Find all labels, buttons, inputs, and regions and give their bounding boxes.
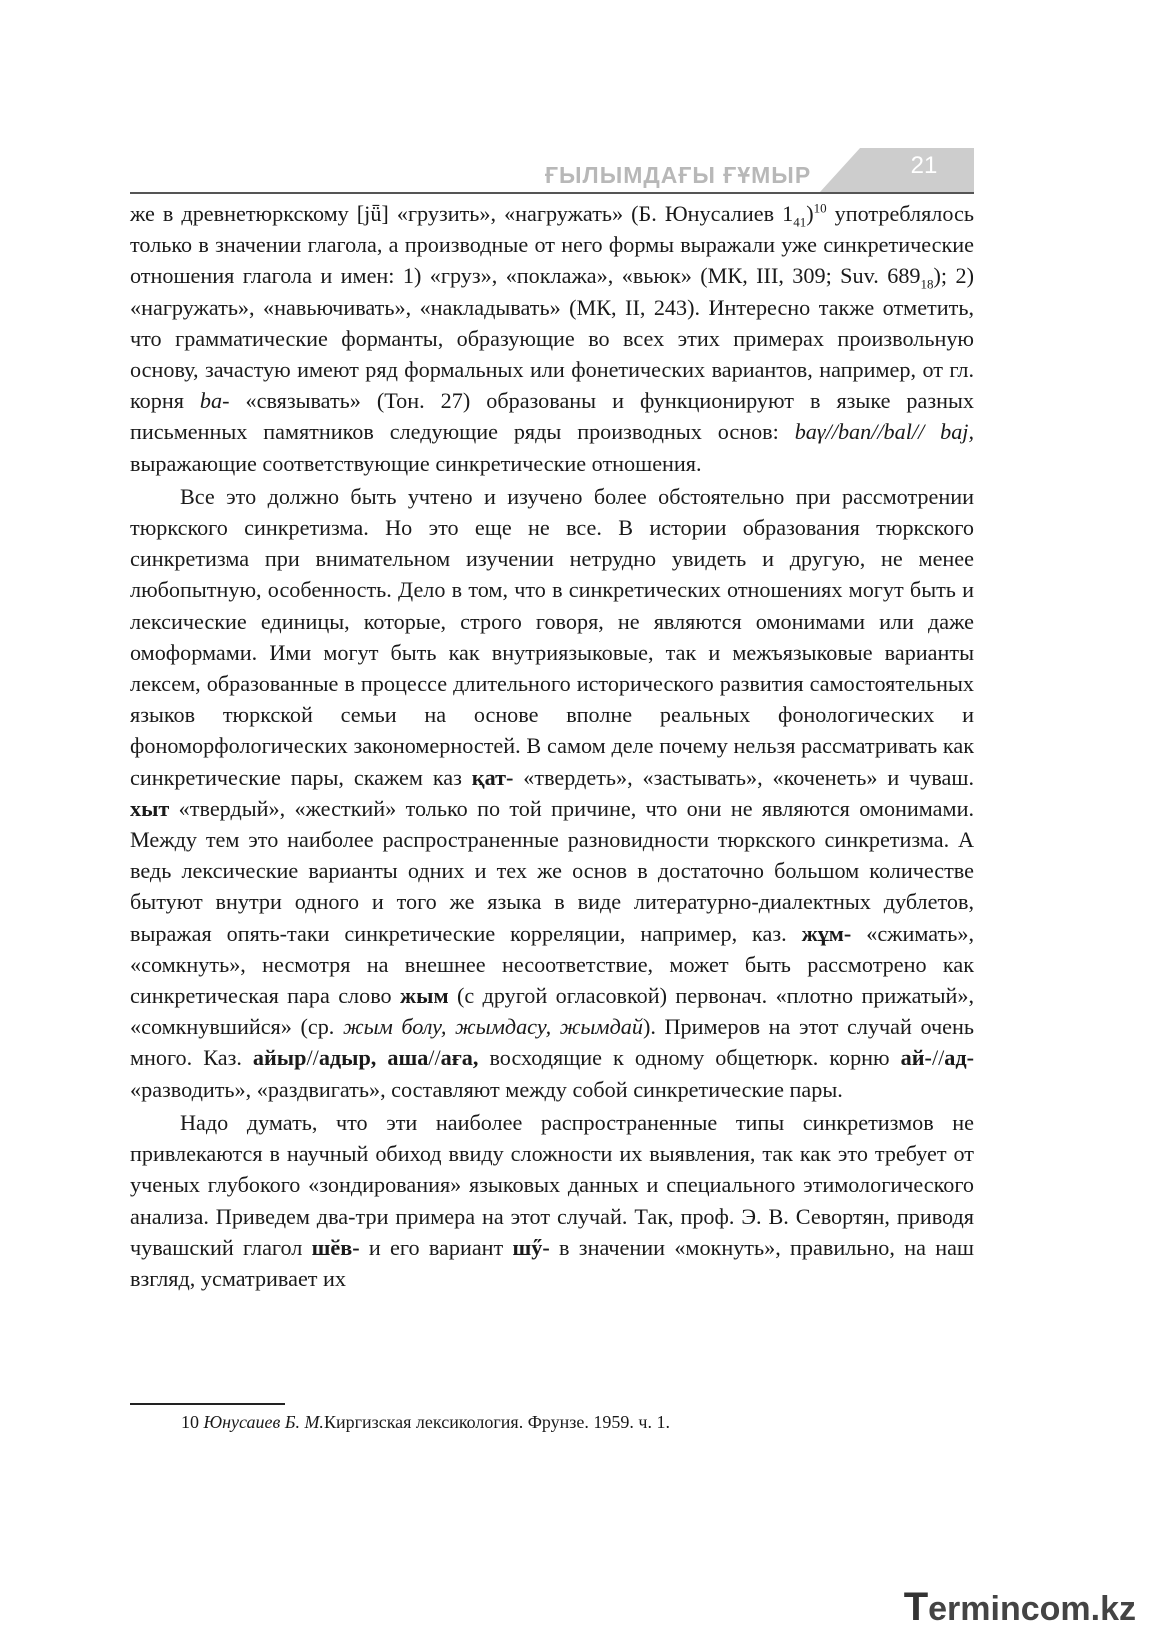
- italic-term: ba-: [199, 388, 230, 414]
- bold-term: аға,: [440, 1045, 479, 1071]
- text-run: же в древнетюркскому [jǖ] «грузить», «нагружать» (Б. Юнусалиев 1: [130, 201, 794, 226]
- text-run: ): [806, 201, 814, 226]
- paragraph: [130, 1107, 974, 1294]
- footnote-rule: [130, 1403, 285, 1405]
- text-run: употреблялось только в значении глагола, а производные от него формы выражали уже синкретические отношения глагола и имен: 1) «груз», «поклажа», «вьюк» (МК, III, 309; Suv. 689: [130, 201, 974, 289]
- bold-term: ай-: [900, 1045, 932, 1071]
- text-run: в значении «мокнуть», правильно, на наш взгляд, усматривает их: [130, 1234, 975, 1291]
- bold-term: шӗв-: [311, 1234, 360, 1260]
- running-header: [130, 148, 974, 194]
- text-run: «сжимать», «сомкнуть», несмотря на внешнее несоответствие, может быть рассмотрено как синкретическая пара слово: [130, 920, 974, 1009]
- header-title: ҒЫЛЫМДАҒЫ ҒҰМЫР: [545, 162, 812, 188]
- bold-term: ад-: [944, 1045, 974, 1071]
- text-run: восходящие к одному общетюрк. корню: [478, 1045, 901, 1071]
- text-run: «твердеть», «застывать», «коченеть» и чуваш.: [513, 764, 975, 790]
- index-mark: 41: [793, 214, 807, 230]
- text-run: Надо думать, что эти наиболее распространенные типы синкретизмов не привлекаются в научный обиход ввиду сложности их выявления, так как это требует от ученых глубокого «зондирования» языковых данных и специального этимологического анализа. Приведем два-три примера на этот случай. Так, проф. Э. В. Севортян, приводя чувашский глагол: [130, 1109, 974, 1260]
- bold-term: адыр, аша: [318, 1045, 429, 1071]
- text-run: //: [306, 1045, 319, 1071]
- footnote-number: 10: [181, 1412, 199, 1432]
- bold-term: жым: [400, 983, 449, 1009]
- text-run: Все это должно быть учтено и изучено более обстоятельно при рассмотрении тюркского синкретизма. Но это еще не все. В истории образования тюркского синкретизма при внимательном изучении нетрудно увидеть и другую, не менее любопытную, особенность. Дело в том, что в синкретических отношениях могут быть и лексические единицы, которые, строго говоря, не являются омонимами или даже омоформами. Ими могут быть как внутриязыковые, так и межъязыковые варианты лексем, образованные в процессе длительного исторического развития самостоятельных языков тюркской семьи на основе вполне реальных фонологических и фономорфологических закономерностей. В самом деле почему нельзя рассматривать как синкретические пары, скажем каз: [130, 483, 974, 790]
- bold-term: қат-: [471, 764, 514, 790]
- body-text: [130, 198, 974, 1294]
- text-run: выражающие соответствующие синкретические отношения.: [130, 450, 702, 476]
- italic-term: baγ//ban//bal// baj,: [794, 419, 975, 445]
- italic-term: жым болу, жымдасу, жымдай: [342, 1014, 643, 1040]
- index-mark: 18: [920, 276, 934, 292]
- text-run: ); 2) «нагружать», «навьючивать», «накладывать» (МК, II, 243). Интересно также отметить, что грамматические форманты, образующие во всех этих примерах произвольную основу, зачастую имеют ряд формальных или фонетических вариантов, например, от гл. корня: [130, 263, 974, 414]
- bold-term: айыр: [252, 1045, 307, 1071]
- bold-term: хыт: [130, 795, 170, 821]
- text-run: //: [931, 1045, 945, 1071]
- bold-term: жұм-: [801, 920, 852, 946]
- text-run: «связывать» (Тон. 27) образованы и функционируют в языке разных письменных памятников следующие ряды производных основ:: [130, 388, 974, 445]
- watermark-rest: ermincom.kz: [928, 1590, 1136, 1628]
- footnote: [181, 1410, 961, 1434]
- header-rule: [130, 192, 974, 194]
- text-run: ). Примеров на этот случай очень много. Каз.: [130, 1014, 975, 1071]
- text-run: (с другой огласовкой) первонач. «плотно прижатый», «сомкнувшийся» (ср.: [130, 983, 975, 1040]
- watermark-first: T: [903, 1585, 929, 1629]
- bold-term: шӳ-: [512, 1234, 550, 1260]
- text-run: «твердый», «жесткий» только по той причине, что они не являются омонимами. Между тем это наиболее распространенные разновидности тюркского синкретизма. А ведь лексические варианты одних и тех же основ в достаточно большом количестве бытуют внутри одного и того же языка в виде литературно-диалектных дублетов, выражая опять-таки синкретические корреляции, например, каз.: [130, 795, 974, 946]
- text-run: и его вариант: [359, 1234, 513, 1260]
- index-mark: 10: [813, 200, 827, 216]
- watermark-logo: [904, 1585, 1136, 1630]
- text-run: //: [428, 1045, 441, 1071]
- paragraph: [130, 481, 974, 1105]
- page-number: 21: [910, 152, 938, 179]
- footnote-text: Киргизская лексикология. Фрунзе. 1959. ч. 1.: [323, 1412, 670, 1432]
- paragraph: [130, 198, 974, 479]
- text-run: «разводить», «раздвигать», составляют между собой синкретические пары.: [130, 1076, 843, 1102]
- footnote-author: Юнусаиев Б. М.: [203, 1412, 324, 1432]
